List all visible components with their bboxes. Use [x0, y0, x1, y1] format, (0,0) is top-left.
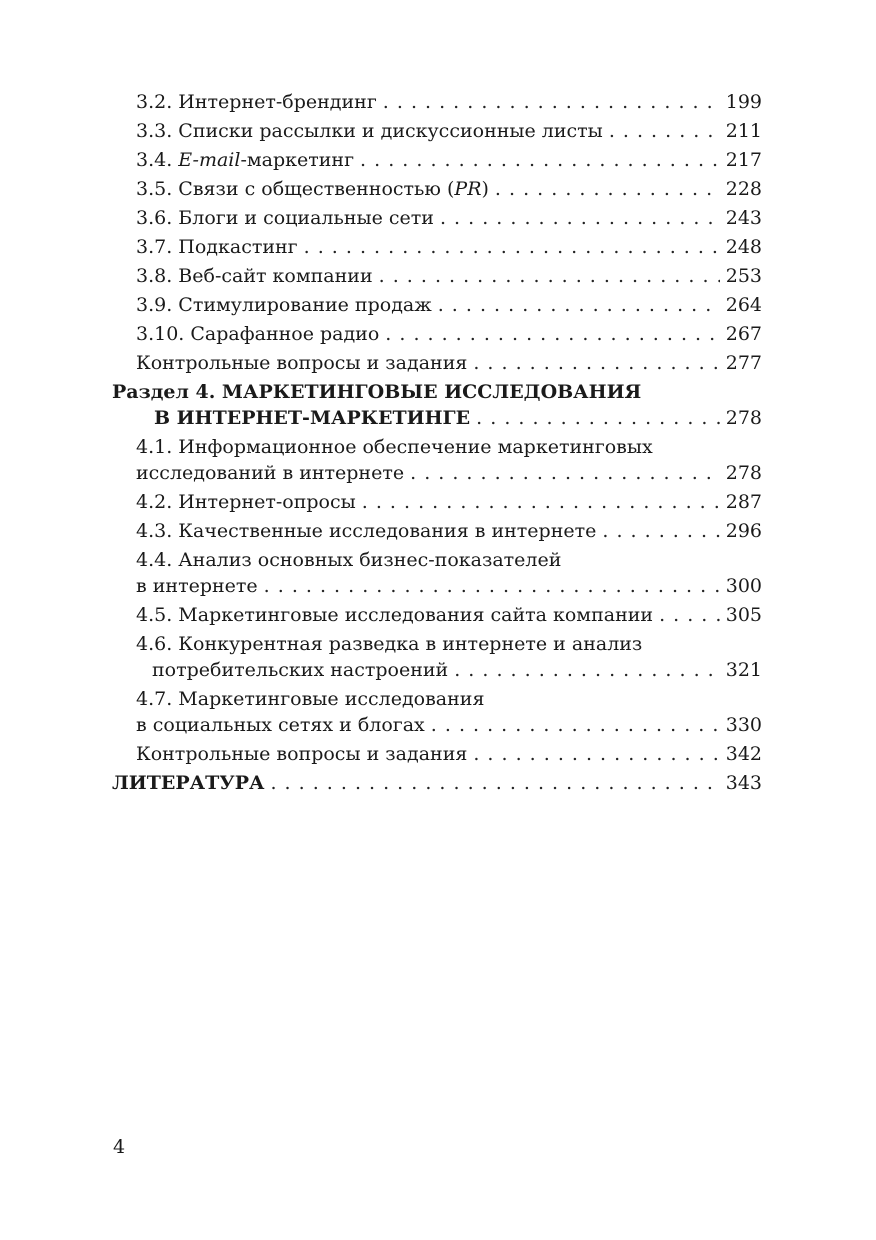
toc-entry-page: 278	[725, 407, 762, 429]
toc-entry-3-6[interactable]	[112, 204, 762, 233]
toc-entry-4-6-title[interactable]: 4.6. Конкурентная разведка в интернете и анализ	[136, 633, 643, 655]
toc-entry-page: 305	[725, 604, 762, 626]
toc-section-4[interactable]	[112, 404, 762, 433]
toc-entry-3-7[interactable]	[112, 233, 762, 262]
toc-leader-dots	[476, 404, 720, 433]
page-number: 4	[113, 1136, 126, 1158]
toc-entry-page: 264	[725, 294, 762, 316]
toc-label-suffix: -маркетинг	[240, 149, 355, 171]
toc-entry-page: 243	[725, 207, 762, 229]
toc-entry-4-6[interactable]	[112, 656, 762, 685]
toc-entry-label: 3.6. Блоги и социальные сети	[136, 207, 434, 229]
toc-entry-label: ЛИТЕРАТУРА	[112, 772, 265, 794]
toc-entry-label: 3.2. Интернет-брендинг	[136, 91, 377, 113]
toc-label-suffix: )	[481, 178, 489, 200]
toc-entry-4-7-title[interactable]: 4.7. Маркетинговые исследования	[136, 688, 485, 710]
toc-label-italic: PR	[454, 178, 482, 200]
toc-entry-review-questions-3[interactable]	[112, 349, 762, 378]
toc-entry-label: 3.3. Списки рассылки и дискуссионные листы	[136, 120, 603, 142]
toc-leader-dots	[473, 349, 719, 378]
toc-leader-dots	[431, 711, 720, 740]
toc-entry-3-9[interactable]	[112, 291, 762, 320]
toc-entry-label-cont: исследований в интернете	[136, 462, 405, 484]
toc-leader-dots	[440, 204, 720, 233]
toc-leader-dots	[609, 117, 720, 146]
toc-leader-dots	[385, 320, 719, 349]
toc-entry-page: 228	[725, 178, 762, 200]
toc-entry-page: 296	[725, 520, 762, 542]
toc-leader-dots	[602, 517, 719, 546]
toc-entry-page: 330	[725, 714, 762, 736]
toc-entry-4-3[interactable]	[112, 517, 762, 546]
toc-entry-4-1[interactable]	[112, 459, 762, 488]
toc-entry-label: 4.5. Маркетинговые исследования сайта компании	[136, 604, 654, 626]
toc-leader-dots	[360, 146, 720, 175]
toc-label-italic: E-mail	[178, 149, 241, 171]
toc-entry-label-cont: в интернете	[136, 575, 258, 597]
toc-entry-label: 3.7. Подкастинг	[136, 236, 298, 258]
toc-entry-page: 287	[725, 491, 762, 513]
toc-leader-dots	[362, 488, 720, 517]
toc-section-4-title[interactable]: Раздел 4. МАРКЕТИНГОВЫЕ ИССЛЕДОВАНИЯ	[112, 381, 642, 403]
toc-entry-label: Контрольные вопросы и задания	[136, 743, 468, 765]
toc-entry-label: 3.8. Веб-сайт компании	[136, 265, 373, 287]
toc-entry-label: 4.3. Качественные исследования в интернете	[136, 520, 597, 542]
toc-leader-dots	[473, 740, 719, 769]
toc-leader-dots	[304, 233, 720, 262]
toc-entry-4-5[interactable]	[112, 601, 762, 630]
toc-entry-3-5[interactable]	[112, 175, 762, 204]
toc-entry-4-7[interactable]	[112, 711, 762, 740]
toc-leader-dots	[495, 175, 720, 204]
toc-leader-dots	[659, 601, 720, 630]
toc-entry-4-2[interactable]	[112, 488, 762, 517]
toc-entry-page: 321	[725, 659, 762, 681]
toc-entry-page: 342	[725, 743, 762, 765]
toc-entry-label	[136, 175, 489, 204]
toc-section-4-title-cont: В ИНТЕРНЕТ-МАРКЕТИНГЕ	[154, 407, 471, 429]
toc-entry-label: 3.9. Стимулирование продаж	[136, 294, 432, 316]
toc-leader-dots	[410, 459, 720, 488]
toc-entry-label: 4.2. Интернет-опросы	[136, 491, 356, 513]
toc-entry-page: 248	[725, 236, 762, 258]
toc-leader-dots	[438, 291, 720, 320]
toc-entry-page: 217	[725, 149, 762, 171]
toc-entry-4-4-title[interactable]: 4.4. Анализ основных бизнес-показателей	[136, 549, 562, 571]
toc-leader-dots	[270, 769, 719, 798]
toc-entry-label: Контрольные вопросы и задания	[136, 352, 468, 374]
toc-leader-dots	[379, 262, 720, 291]
toc-label-prefix: 3.4.	[136, 149, 179, 171]
toc-entry-page: 267	[725, 323, 762, 345]
toc-label-prefix: 3.5. Связи с общественностью (	[136, 178, 455, 200]
toc-entry-4-4[interactable]	[112, 572, 762, 601]
toc-leader-dots	[264, 572, 720, 601]
toc-entry-review-questions-4[interactable]	[112, 740, 762, 769]
toc-entry-3-10[interactable]	[112, 320, 762, 349]
toc-entry-3-8[interactable]	[112, 262, 762, 291]
toc-entry-3-3[interactable]	[112, 117, 762, 146]
toc-entry-3-2[interactable]	[112, 88, 762, 117]
toc-entry-page: 199	[725, 91, 762, 113]
toc-leader-dots	[454, 656, 720, 685]
toc-entry-label-cont: потребительских настроений	[152, 659, 449, 681]
toc-entry-page: 211	[725, 120, 762, 142]
toc-entry-label	[136, 146, 354, 175]
toc-entry-4-1-title[interactable]: 4.1. Информационное обеспечение маркетинговых	[136, 436, 653, 458]
toc-entry-label-cont: в социальных сетях и блогах	[136, 714, 425, 736]
table-of-contents	[112, 88, 762, 798]
toc-entry-label: 3.10. Сарафанное радио	[136, 323, 380, 345]
toc-entry-page: 300	[725, 575, 762, 597]
toc-leader-dots	[383, 88, 720, 117]
toc-entry-page: 277	[725, 352, 762, 374]
toc-entry-page: 278	[725, 462, 762, 484]
toc-entry-literature[interactable]	[112, 769, 762, 798]
toc-entry-page: 343	[725, 772, 762, 794]
toc-entry-page: 253	[725, 265, 762, 287]
toc-entry-3-4[interactable]	[112, 146, 762, 175]
